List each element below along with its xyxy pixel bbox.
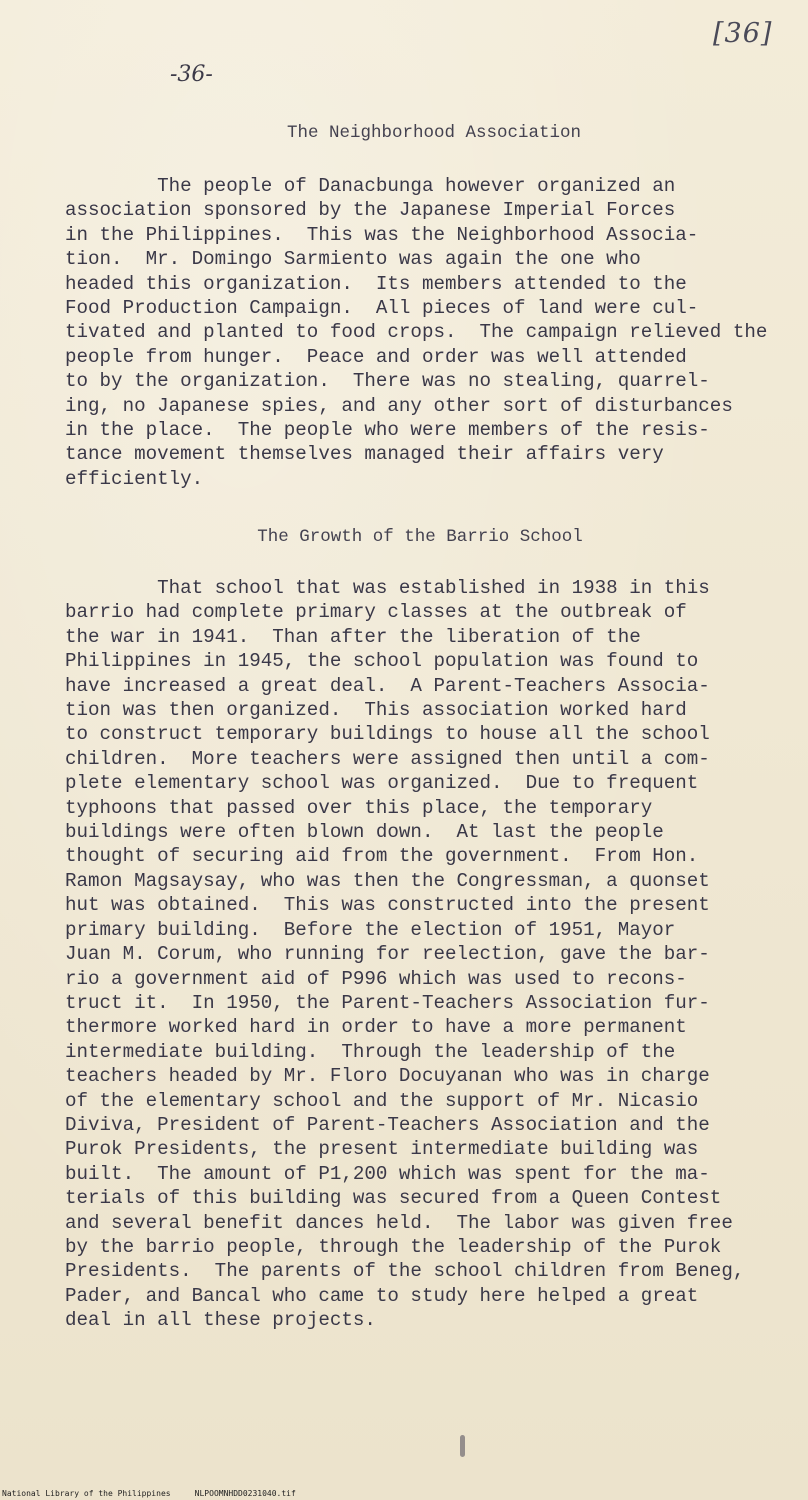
footer-file-id: NLPOOMNHDD0231040.tif xyxy=(194,1489,296,1498)
archive-footer xyxy=(2,1489,296,1498)
section-heading-neighborhood-association: The Neighborhood Association xyxy=(286,123,582,143)
ink-mark xyxy=(460,1435,465,1457)
paragraph-neighborhood-association: The people of Danacbunga however organized an association sponsored by the Japanese Imperial Forces in the Philippines. This was the Neighborhood Associa- tion. Mr. Domingo Sarmiento was again the one who headed this organization. Its members attended to the Food Production Campaign. All pieces of land were cul- tivated and planted to food crops. The campaign relieved the people from hunger. Peace and order was well attended to by the organization. There was no stealing, quarrel- ing, no Japanese spies, and any other sort of disturbances in the place. The people who were members of the resis- tance movement themselves managed their affairs very efficiently. xyxy=(65,175,768,490)
handwritten-page-number: [36] xyxy=(713,18,773,49)
section-heading-barrio-school: The Growth of the Barrio School xyxy=(257,527,583,547)
typed-page-number: -36- xyxy=(170,62,213,87)
footer-library: National Library of the Philippines xyxy=(2,1489,171,1498)
paragraph-barrio-school: That school that was established in 1938 in this barrio had complete primary classes at the outbreak of the war in 1941. Than after the liberation of the Philippines in 1945, the school population was found to have increased a great deal. A Parent-Teachers Associa- tion was then organized. This association worked hard to construct temporary buildings to house all the school children. More teachers were assigned then until a com- plete elementary school was organized. Due to frequent typhoons that passed over this place, the temporary buildings were often blown down. At last the people thought of securing aid from the government. From Hon. Ramon Magsaysay, who was then the Congressman, a quonset hut was obtained. This was constructed into the present primary building. Before the election of 1951, Mayor Juan M. Corum, who running for reelection, gave the bar- rio a government aid of P996 which was used to recons- truct it. In 1950, the Parent-Teachers Association fur- thermore worked hard in order to have a more permanent intermediate building. Through the leadership of the teachers headed by Mr. Floro Docuyanan who was in charge of the elementary school and the support of Mr. Nicasio Diviva, President of Parent-Teachers Association and the Purok Presidents, the present intermediate building was built. The amount of P1,200 which was spent for the ma- terials of this building was secured from a Queen Contest and several benefit dances held. The labor was given free by the barrio people, through the leadership of the Purok Presidents. The parents of the school children from Beneg, Pader, and Bancal who came to study here helped a great deal in all these projects. xyxy=(65,577,745,1332)
